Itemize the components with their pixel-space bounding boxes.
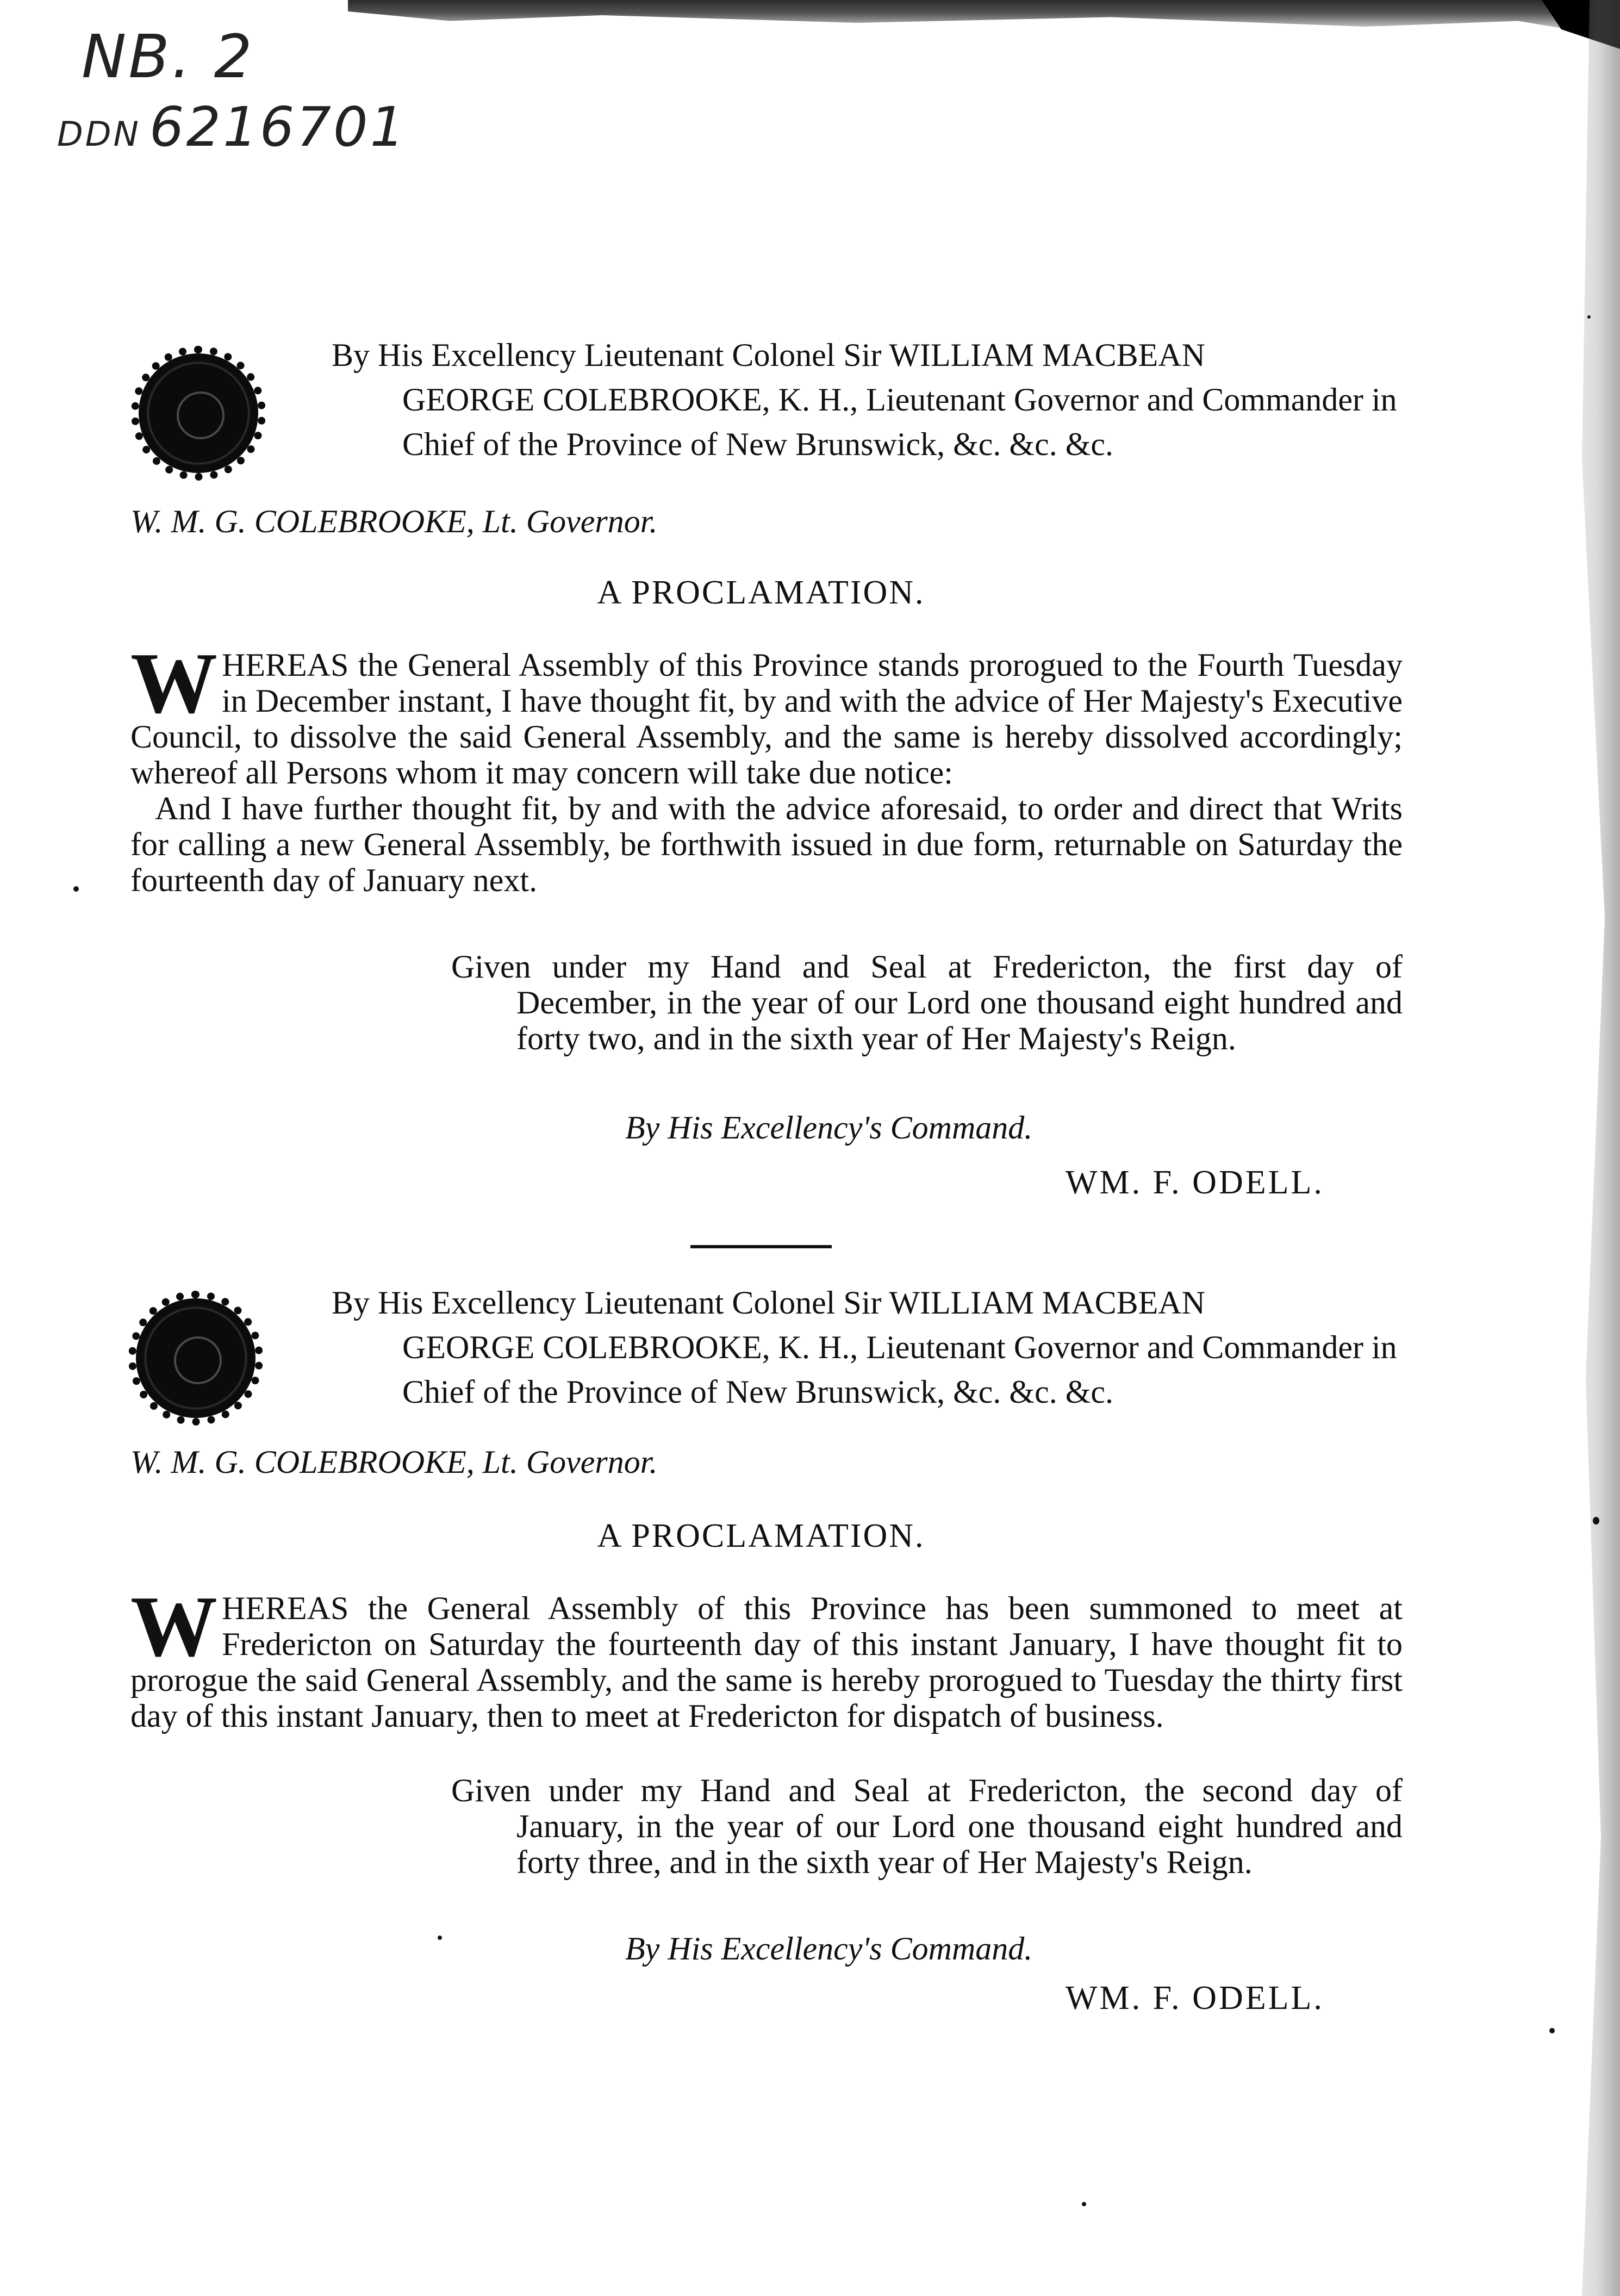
proclamation-1-heading bbox=[332, 333, 1430, 466]
scan-speck bbox=[1587, 315, 1591, 319]
proclamation-1-command: By His Excellency's Command. bbox=[625, 1110, 1033, 1146]
proclamation-1-body bbox=[130, 634, 1403, 898]
proclamation-2-command: By His Excellency's Command. bbox=[625, 1931, 1033, 1967]
scan-speck bbox=[1549, 2028, 1555, 2033]
proclamation-2-paragraph-1: HEREAS the General Assembly of this Province has been summoned to meet at Fredericton on Saturday the fourteenth day of this instant January, I have thought fit to prorogue the said General Assembly, and the same is hereby prorogued to Tuesday the thirty first day of this instant January, then to meet at Fredericton for dispatch of business. bbox=[130, 1590, 1403, 1734]
governor-signature-line: W. M. G. COLEBROOKE, Lt. Governor. bbox=[130, 1444, 658, 1480]
proclamation-1-title: A PROCLAMATION. bbox=[597, 574, 925, 611]
scan-speck bbox=[1082, 2202, 1086, 2206]
handwritten-number: 6216701 bbox=[149, 95, 407, 159]
scan-edge-noise bbox=[348, 0, 1620, 38]
proclamation-1-paragraph-1: HEREAS the General Assembly of this Province stands prorogued to the Fourth Tuesday in December instant, I have thought fit, by and with the advice of Her Majesty's Executive Council, to dissolve the said General Assembly, and the same is hereby dissolved accordingly; whereof all Persons whom it may concern will take due notice: bbox=[130, 647, 1403, 791]
proclamation-1-given-clause: Given under my Hand and Seal at Fredericton, the first day of December, in the year of our Lord one thousand eight hundred and forty two, and in the sixth year of Her Majesty's Reign. bbox=[451, 949, 1403, 1056]
royal-seal-icon bbox=[136, 1298, 256, 1418]
scan-speck bbox=[1593, 1517, 1599, 1525]
heading-continuation: GEORGE COLEBROOKE, K. H., Lieutenant Governor and Commander in Chief of the Province of New Brunswick, &c. &c. &c. bbox=[402, 1329, 1397, 1410]
proclamation-2-heading bbox=[332, 1280, 1430, 1414]
drop-cap-letter: W bbox=[130, 1578, 217, 1675]
royal-seal-icon bbox=[139, 353, 258, 473]
proclamation-2-secretary: WM. F. ODELL. bbox=[1066, 1980, 1324, 2017]
proclamation-1-paragraph-2: And I have further thought fit, by and with the advice aforesaid, to order and direct that Writs for calling a new General Assembly, be forthwith issued in due form, returnable on Saturday the fourteenth day of January next. bbox=[130, 791, 1403, 898]
proclamation-2-given-clause: Given under my Hand and Seal at Fredericton, the second day of January, in the year of our Lord one thousand eight hundred and forty three, and in the sixth year of Her Majesty's Reign. bbox=[451, 1772, 1403, 1880]
proclamation-2-title: A PROCLAMATION. bbox=[597, 1517, 925, 1554]
heading-line-1: By His Excellency Lieutenant Colonel Sir WILLIAM MACBEAN bbox=[332, 1285, 1205, 1321]
proclamation-2-body bbox=[130, 1578, 1403, 1734]
drop-cap-letter: W bbox=[130, 634, 217, 731]
handwritten-prefix: DDN bbox=[57, 114, 141, 154]
governor-signature-line: W. M. G. COLEBROOKE, Lt. Governor. bbox=[130, 503, 658, 539]
proclamation-1-secretary: WM. F. ODELL. bbox=[1066, 1164, 1324, 1201]
handwritten-reference: NB. 2 bbox=[82, 22, 254, 91]
scan-right-edge-noise bbox=[1544, 0, 1620, 2296]
heading-continuation: GEORGE COLEBROOKE, K. H., Lieutenant Governor and Commander in Chief of the Province of New Brunswick, &c. &c. &c. bbox=[402, 382, 1397, 462]
scan-speck bbox=[438, 1936, 442, 1940]
handwritten-catalog-number bbox=[57, 95, 407, 159]
scan-speck bbox=[73, 886, 79, 892]
heading-line-1: By His Excellency Lieutenant Colonel Sir WILLIAM MACBEAN bbox=[332, 337, 1205, 373]
section-divider bbox=[690, 1245, 832, 1248]
